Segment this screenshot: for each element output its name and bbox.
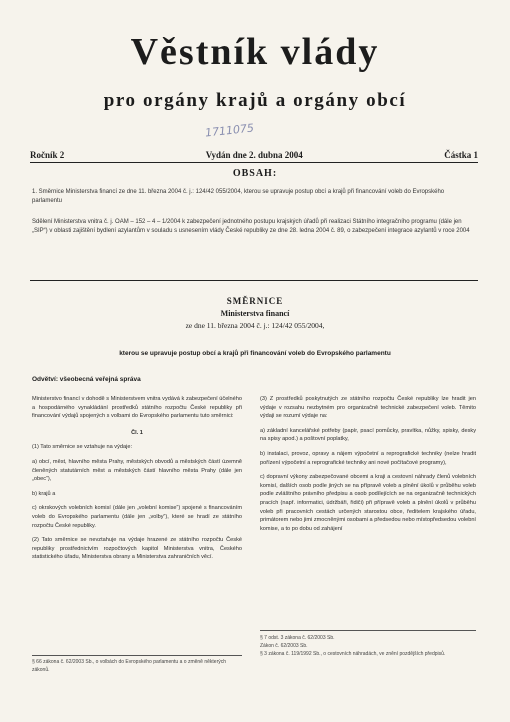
sector-label: Odvětví: všeobecná veřejná správa: [32, 376, 141, 383]
item-b: b) krajů a: [32, 490, 56, 497]
gazette-title: Věstník vlády: [130, 31, 380, 73]
contents-item-2: Sdělení Ministerstva vnitra č. j. OAM – 152 – 4 – 1/2004 k zabezpečení jednotného postupu krajských úřadů při realizaci Státního integračního programu (dále jen „SIP“) v oblasti zajištění bydlení azylantům v souladu s usnesením vlády České republiky ze dne 28. ledna 2004 č. 89, o zabezpečení integrace azylantů v roce 2004: [32, 219, 470, 234]
directive-title: SMĚRNICE: [226, 296, 284, 306]
item-c-right: c) dopravní výkony zabezpečované obcemi a kraji a cestovní náhrady členů volebních komisí, dalších osob podle jiných se na přípravě voleb a plnění úkolů v průběhu voleb podle zvláštního právního předpisu a osob podílejících se na organizačně technických pracích (např. informatici, údržbáři, řidiči) při přípravě voleb a plnění úkolů v průběhu voleb při pracovních cestách určených starostou obce, ředitelem krajského úřadu, primátorem nebo jimi zmocněnými osobami a předsedou nebo místopředsedou volební komise, a to po dobu od zahájení: [260, 474, 476, 532]
directive-issuer: Ministerstva financí: [220, 309, 290, 318]
article-heading: Čl. 1: [131, 429, 143, 436]
issue-meta: [30, 150, 478, 160]
paragraph-1: (1) Tato směrnice se vztahuje na výdaje:: [32, 444, 133, 451]
paragraph-2: (2) Tato směrnice se nevztahuje na výdaje hrazené ze státního rozpočtu České republiky prostřednictvím rozpočtových kapitol Ministerstva vnitra, Českého statistického úřadu, Ministerstva obrany a Ministerstva zahraničních věcí.: [32, 537, 242, 561]
left-column: [32, 395, 242, 568]
contents-item-1: 1. Směrnice Ministerstva financí ze dne 11. března 2004 č. j.: 124/42 055/2004, kterou se upravuje postup obcí a krajů při financování voleb do Evropského parlamentu: [32, 189, 445, 204]
footnotes-right: [260, 630, 476, 658]
issue-date: Vydán dne 2. dubna 2004: [205, 150, 303, 160]
part-number: Částka 1: [444, 150, 478, 160]
footnote-2: Zákon č. 62/2003 Sb.: [260, 643, 308, 649]
paragraph-3: (3) Z prostředků poskytnutých ze státního rozpočtu České republiky lze hradit jen výdaje v rozsahu nezbytném pro organizačně technické zabezpečení voleb. Těmito výdaji se rozumí výdaje na:: [260, 396, 476, 420]
handwritten-note: 1711075: [204, 121, 255, 140]
gazette-subtitle: pro orgány krajů a orgány obcí: [103, 90, 407, 111]
item-a-right: a) základní kancelářské potřeby (papír, psací pomůcky, pravítka, nůžky, spisky, desky na spisy apod.) a poštovní poplatky,: [260, 427, 476, 443]
item-c: c) okrskových volebních komisí (dále jen „volební komise“) spojené s financováním voleb do Evropského parlamentu (dále jen „volby“), které se hradí ze státního rozpočtu České republiky.: [32, 505, 242, 529]
right-column: [260, 395, 476, 539]
intro-paragraph: Ministerstvo financí v dohodě s Ministerstvem vnitra vydává k zabezpečení účelného a hospodárného vynakládání prostředků státního rozpočtu České republiky při financování výdajů spojených s volbami do Evropského parlamentu tuto směrnici:: [32, 396, 242, 420]
footnote-1: § 7 odst. 3 zákona č. 62/2003 Sb.: [260, 635, 335, 641]
footnote-3: § 3 zákona č. 119/1992 Sb., o cestovních náhradách, ve znění pozdějších předpisů.: [260, 651, 446, 657]
header-divider: [30, 162, 478, 163]
item-a: a) obcí, měst, hlavního města Prahy, městských obvodů a městských částí územně členěných statutárních měst a městských částí hlavního města Prahy (dále jen „obec“),: [32, 458, 242, 483]
directive-date: ze dne 11. března 2004 č. j.: 124/42 055/2004,: [185, 321, 325, 330]
directive-subject: kterou se upravuje postup obcí a krajů při financování voleb do Evropského parlamentu: [119, 350, 391, 357]
footnote-left: § 66 zákona č. 62/2003 Sb., o volbách do Evropského parlamentu a o změně některých zákonů.: [32, 655, 242, 674]
volume: Ročník 2: [30, 150, 65, 160]
contents-heading: OBSAH:: [232, 168, 278, 179]
contents-divider: [30, 280, 478, 281]
item-b-right: b) instalaci, provoz, opravy a nájem výpočetní a reprografické techniky (nelze hradit pořízení výpočetní a reprografické techniky ani nové počítačové programy),: [260, 450, 476, 466]
